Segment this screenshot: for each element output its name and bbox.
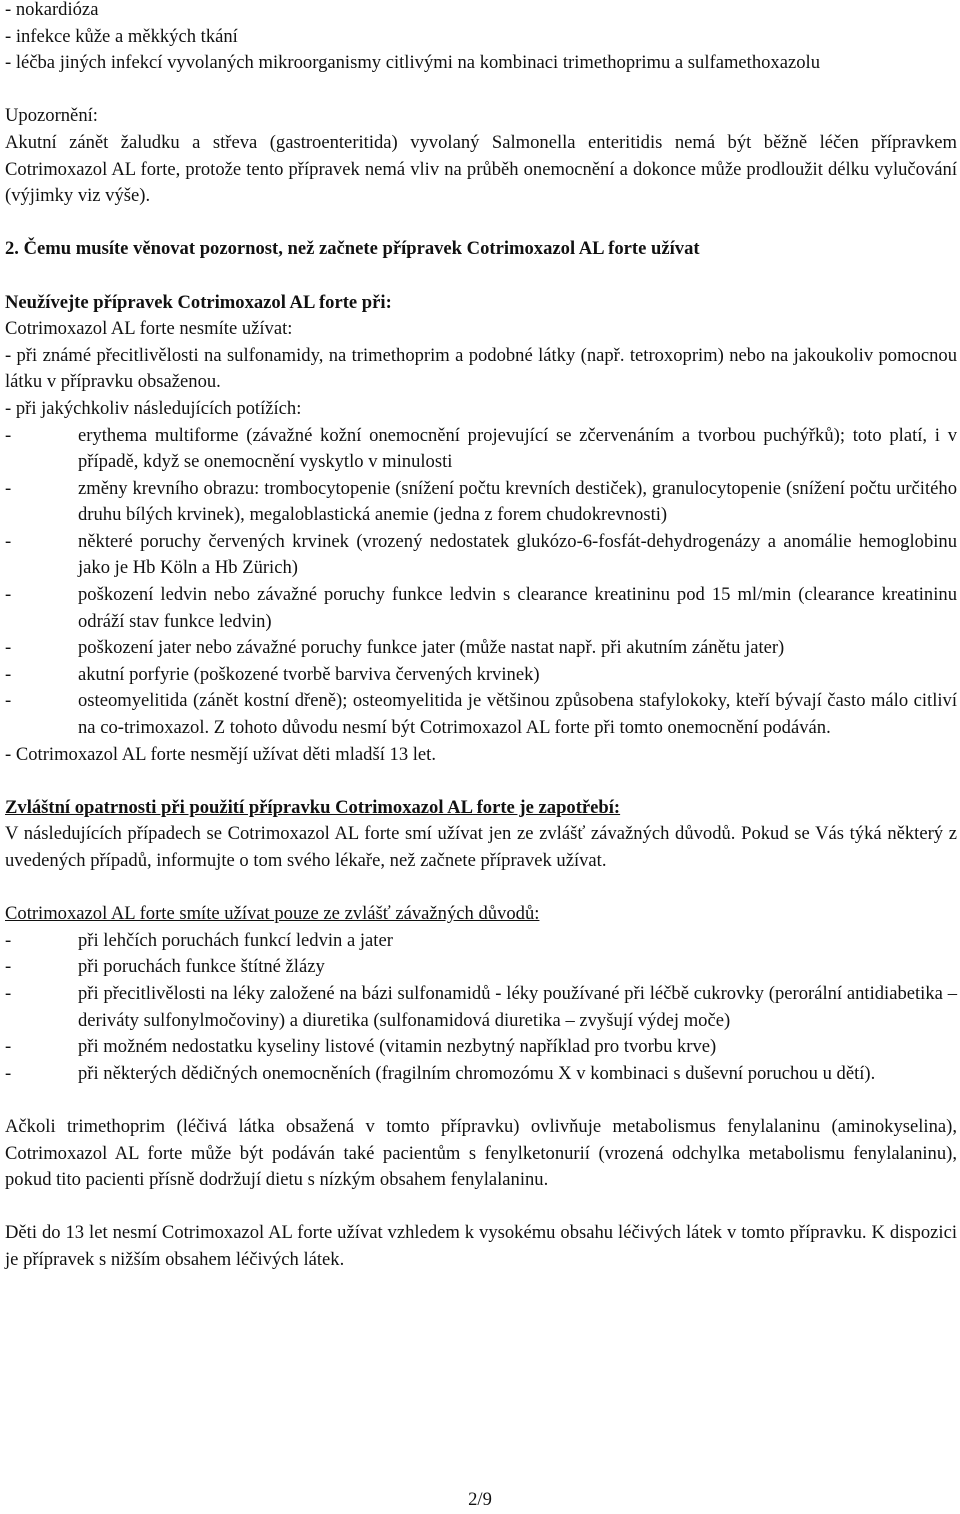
list-item: - při přecitlivělosti na léky založené na bázi sulfonamidů - léky používané při léčbě cukrovky (perorální antidiabetika – deriváty sulfonylmočoviny) a diuretika (sulfonamidová diuretika – zvyšují výdej moče) bbox=[5, 982, 957, 1031]
list-item: - některé poruchy červených krvinek (vrozený nedostatek glukózo-6-fosfát-dehydrogenázy a anomálie hemoglobinu jako je Hb Köln a Hb Zürich) bbox=[5, 530, 957, 579]
children-paragraph: Děti do 13 let nesmí Cotrimoxazol AL forte užívat vzhledem k vysokému obsahu léčivých látek v tomto přípravku. K dispozici je přípravek s nižším obsahem léčivých látek. bbox=[5, 1222, 957, 1270]
document-page bbox=[5, 0, 957, 1274]
list-item: - akutní porfyrie (poškozené tvorbě barviva červených krvinek) bbox=[5, 663, 540, 685]
list-item: - infekce kůže a měkkých tkání bbox=[5, 25, 238, 47]
contra-children: - Cotrimoxazol AL forte nesmějí užívat děti mladší 13 let. bbox=[5, 743, 436, 765]
serious-heading: Cotrimoxazol AL forte smíte užívat pouze ze zvlášť závažných důvodů: bbox=[5, 903, 540, 925]
contra-conditions-intro: - při jakýchkoliv následujících potížích: bbox=[5, 397, 302, 419]
list-item: - poškození ledvin nebo závažné poruchy funkce ledvin s clearance kreatininu pod 15 ml/min (clearance kreatininu odráží stav funkce ledvin) bbox=[5, 584, 957, 632]
pku-paragraph: Ačkoli trimethoprim (léčivá látka obsažená v tomto přípravku) ovlivňuje metabolismus fenylalaninu (aminokyselina), Cotrimoxazol AL forte může být podáván také pacientům s fenylketonurií (vrozená odchylka metabolismu fenylalaninu), pokud tito pacienti přísně dodržují dietu s nízkým obsahem fenylalaninu. bbox=[5, 1115, 957, 1191]
contra-hypersensitivity: - při známé přecitlivělosti na sulfonamidy, na trimethoprim a podobné látky (např. tetroxoprim) nebo na jakoukoliv pomocnou látku v přípravku obsaženou. bbox=[5, 344, 957, 393]
list-item: - při lehčích poruchách funkcí ledvin a jater bbox=[5, 929, 393, 951]
contra-heading: Neužívejte přípravek Cotrimoxazol AL forte při: bbox=[5, 291, 392, 313]
list-item: - léčba jiných infekcí vyvolaných mikroorganismy citlivými na kombinaci trimethoprimu a sulfamethoxazolu bbox=[5, 52, 820, 74]
section-title: 2. Čemu musíte věnovat pozornost, než začnete přípravek Cotrimoxazol AL forte užívat bbox=[5, 238, 700, 260]
list-item: - poškození jater nebo závažné poruchy funkce jater (může nastat např. při akutním zánětu jater) bbox=[5, 637, 785, 659]
list-item: - osteomyelitida (zánět kostní dřeně); osteomyelitida je většinou způsobena stafylokoky, kteří bývají často málo citliví na co-trimoxazol. Z tohoto důvodu nesmí být Cotrimoxazol AL forte při tomto onemocnění podáván. bbox=[5, 690, 957, 739]
contra-intro: Cotrimoxazol AL forte nesmíte užívat: bbox=[5, 318, 293, 340]
list-item: - nokardióza bbox=[5, 0, 99, 20]
caution-heading: Zvláštní opatrnosti při použití přípravku Cotrimoxazol AL forte je zapotřebí: bbox=[5, 796, 621, 818]
list-item: - změny krevního obrazu: trombocytopenie (snížení počtu krevních destiček), granulocytopenie (snížení počtu určitého druhu bílých krvinek), megaloblastická anemie (jedna z forem chudokrevnosti) bbox=[5, 477, 957, 526]
list-item: - erythema multiforme (závažné kožní onemocnění projevující se zčervenáním a tvorbou puchýřků); toto platí, i v případě, když se onemocnění vyskytlo v minulosti bbox=[5, 424, 957, 473]
list-item: - při možném nedostatku kyseliny listové (vitamin nezbytný například pro tvorbu krve) bbox=[5, 1036, 717, 1058]
caution-text: V následujících případech se Cotrimoxazol AL forte smí užívat jen ze zvlášť závažných důvodů. Pokud se Vás týká některý z uvedených případů, informujte o tom svého lékaře, než začnete přípravek užívat. bbox=[5, 823, 957, 871]
page-number: 2/9 bbox=[468, 1489, 492, 1510]
warning-text: Akutní zánět žaludku a střeva (gastroenteritida) vyvolaný Salmonella enteritidis nemá být běžně léčen přípravkem Cotrimoxazol AL forte, protože tento přípravek nemá vliv na průběh onemocnění a dokonce může prodloužit délku vylučování (výjimky viz výše). bbox=[5, 131, 957, 207]
list-item: - při poruchách funkce štítné žlázy bbox=[5, 956, 325, 978]
list-item: - při některých dědičných onemocněních (fragilním chromozómu X v kombinaci s duševní poruchou u dětí). bbox=[5, 1062, 876, 1084]
warning-heading: Upozornění: bbox=[5, 105, 98, 127]
